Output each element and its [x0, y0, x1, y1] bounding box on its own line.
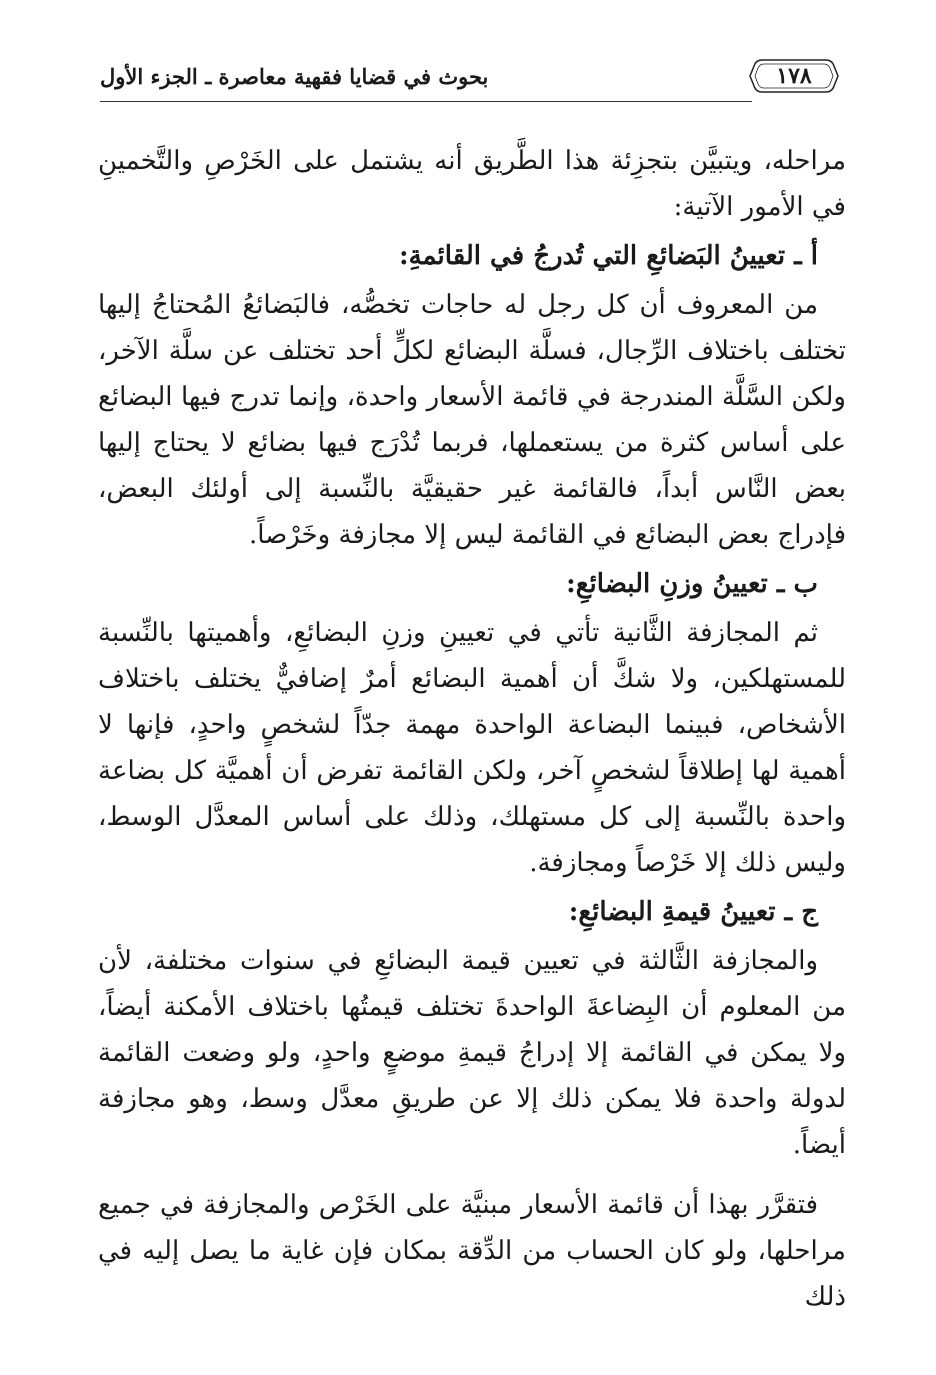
page-body	[98, 138, 846, 1320]
closing-paragraph: فتقرَّر بهذا أن قائمة الأسعار مبنيَّة على الخَرْص والمجازفة في جميع مراحلها، ولو كان الحساب من الدِّقة بمكان فإن غاية ما يصل إليه في ذلك	[98, 1190, 846, 1312]
section-a-paragraph: من المعروف أن كل رجل له حاجات تخصُّه، فالبَضائعُ المُحتاجُ إليها تختلف باختلاف الرِّجال، فسلَّة البضائع لكلٍّ أحد تختلف عن سلَّة الآخر، ولكن السَّلَّة المندرجة في قائمة الأسعار واحدة، وإنما تدرج فيها البضائع على أساس كثرة من يستعملها، فربما تُدْرَج فيها بضائع لا يحتاج إليها بعض النَّاس أبداً، فالقائمة غير حقيقيَّة بالنِّسبة إلى أولئك البعض، فإدراج بعض البضائع في القائمة ليس إلا مجازفة وخَرْصاً.	[98, 290, 846, 550]
page-number-badge	[748, 56, 840, 96]
section-a-heading: أ ـ تعيينُ البَضائعِ التي تُدرجُ في القائمةِ:	[398, 241, 818, 271]
section-b-paragraph: ثم المجازفة الثَّانية تأتي في تعيينِ وزنِ البضائعِ، وأهميتها بالنِّسبة للمستهلكين، ولا شكَّ أن أهمية البضائع أمرٌ إضافيٌّ يختلف باختلاف الأشخاص، فبينما البضاعة الواحدة مهمة جدّاً لشخصٍ واحدٍ، فإنها لا أهمية لها إطلاقاً لشخصٍ آخر، ولكن القائمة تفرض أن أهميَّة كل بضاعة واحدة بالنِّسبة إلى كل مستهلك، وذلك على أساس المعدَّل الوسط، وليس ذلك إلا خَرْصاً ومجازفة.	[98, 618, 846, 878]
section-c-paragraph: والمجازفة الثَّالثة في تعيين قيمة البضائعِ في سنوات مختلفة، لأن من المعلوم أن البِضاعةَ الواحدةَ تختلف قيمتُها باختلاف الأمكنة أيضاً، ولا يمكن في القائمة إلا إدراجُ قيمةِ موضعٍ واحدٍ، ولو وضعت القائمة لدولة واحدة فلا يمكن ذلك إلا عن طريقِ معدَّل وسط، وهو مجازفة أيضاً.	[98, 946, 846, 1160]
paragraph-spacer	[98, 1168, 846, 1182]
page-number: ١٧٨	[776, 63, 812, 89]
running-title: بحوث في قضايا فقهية معاصرة ـ الجزء الأول	[100, 64, 489, 89]
section-b-heading: ب ـ تعيينُ وزنِ البضائعِ:	[566, 569, 818, 599]
section-c-heading: ج ـ تعيينُ قيمةِ البضائعِ:	[568, 897, 818, 927]
running-header	[100, 52, 840, 104]
header-divider	[100, 101, 752, 102]
intro-paragraph: مراحله، ويتبيَّن بتجزِئة هذا الطَّريق أنه يشتمل على الخَرْصِ والتَّخمينِ في الأمور الآتية:	[98, 146, 846, 222]
